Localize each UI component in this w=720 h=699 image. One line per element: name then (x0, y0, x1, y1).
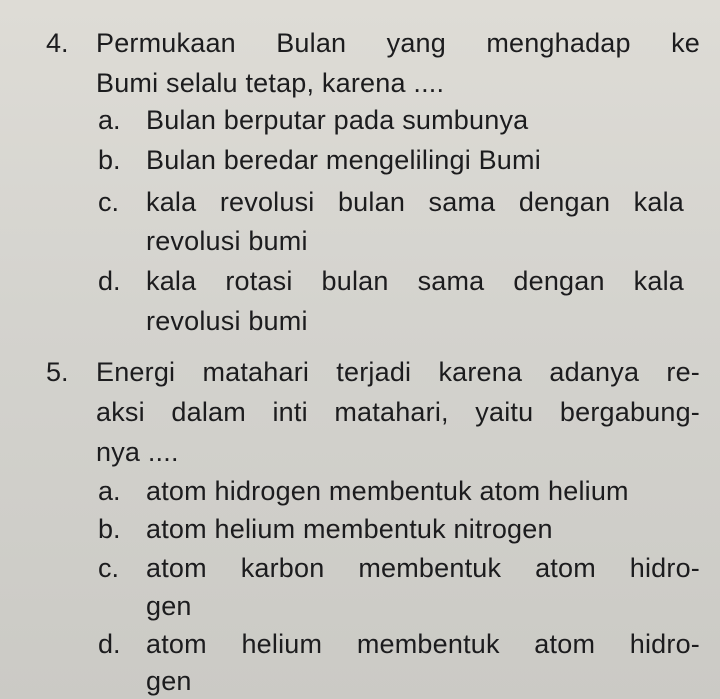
question-number: 5. (46, 357, 69, 387)
option-letter: a. (98, 476, 121, 506)
option-text-continued: gen (146, 591, 192, 621)
option-text-continued: revolusi bumi (146, 306, 308, 336)
option-text: atom hidrogen membentuk atom helium (146, 476, 629, 506)
option-text-continued: gen (146, 666, 192, 696)
option-text: Bulan beredar mengelilingi Bumi (146, 145, 541, 175)
option-text-continued: revolusi bumi (146, 226, 308, 256)
option-text: atom helium membentuk nitrogen (146, 514, 553, 544)
question-stem-line: aksi dalam inti matahari, yaitu bergabung- (96, 397, 700, 427)
option-letter: a. (98, 105, 121, 135)
option-text: kala revolusi bulan sama dengan kala (146, 187, 684, 217)
option-letter: c. (98, 553, 120, 583)
question-stem-line: Bumi selalu tetap, karena .... (96, 68, 445, 98)
option-letter: b. (98, 145, 121, 175)
option-letter: c. (98, 187, 120, 217)
option-text: atom helium membentuk atom hidro- (146, 629, 700, 659)
option-text: kala rotasi bulan sama dengan kala (146, 266, 684, 296)
question-stem-line: Permukaan Bulan yang menghadap ke (96, 28, 700, 58)
option-letter: d. (98, 629, 121, 659)
question-number: 4. (46, 28, 69, 58)
question-stem-line: Energi matahari terjadi karena adanya re- (96, 357, 700, 387)
option-text: atom karbon membentuk atom hidro- (146, 553, 700, 583)
option-letter: b. (98, 514, 121, 544)
question-stem-line: nya .... (96, 437, 179, 467)
option-text: Bulan berputar pada sumbunya (146, 105, 529, 135)
option-letter: d. (98, 266, 121, 296)
